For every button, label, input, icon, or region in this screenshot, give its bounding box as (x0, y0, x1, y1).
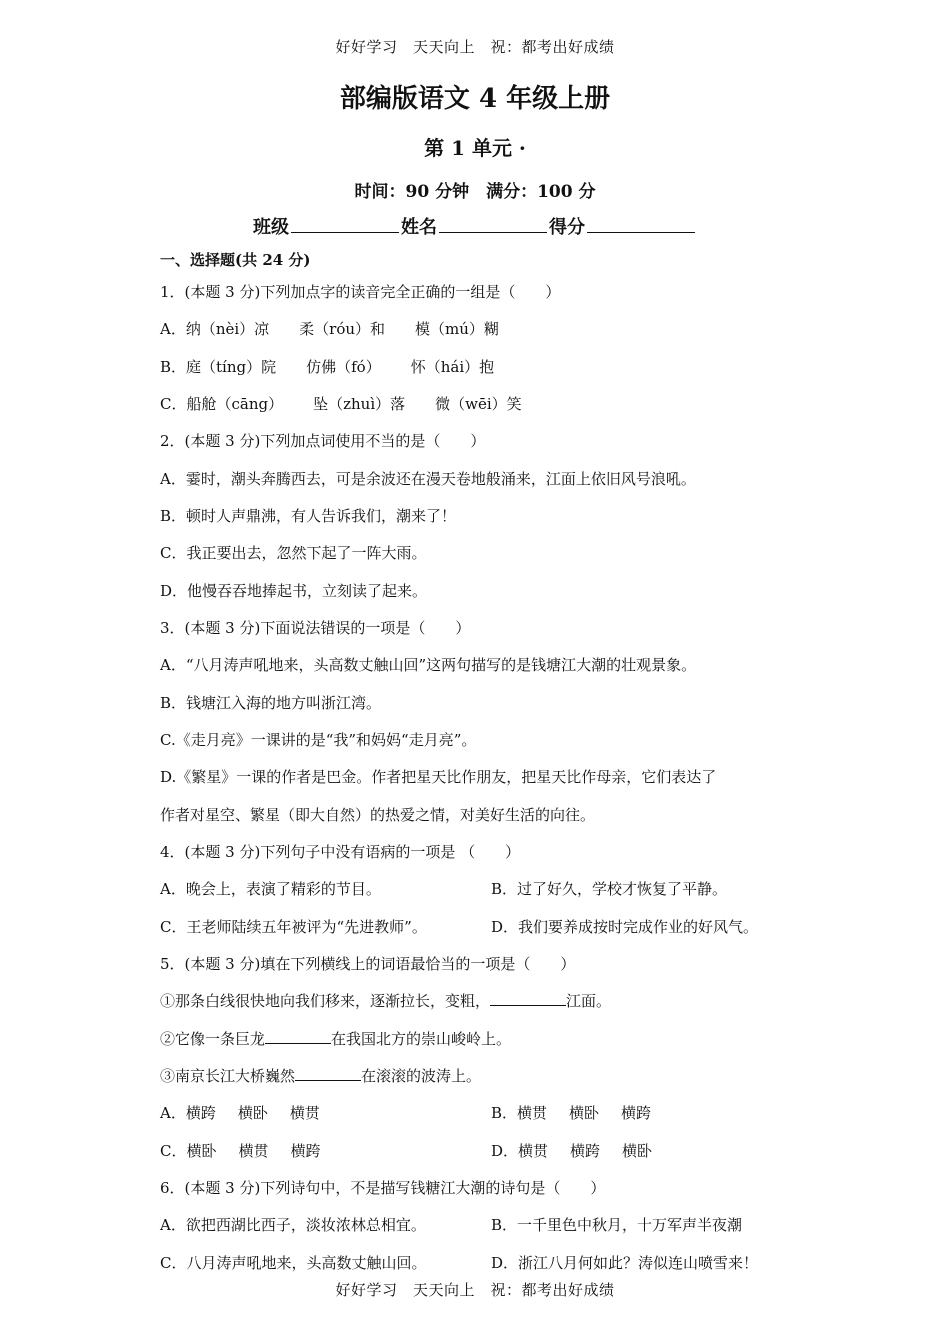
q5-s2-pre: ②它像一条巨龙 (160, 1030, 266, 1048)
q1-option-a (160, 318, 499, 339)
q5-sentence-2 (160, 1028, 511, 1049)
q5-option-b (491, 1102, 651, 1123)
q4-option-a: A．晚会上，表演了精彩的节目。 (160, 880, 381, 898)
q3-option-c: C.《走月亮》一课讲的是“我”和妈妈“走月亮”。 (160, 731, 477, 749)
q4-stem: 4．(本题 3 分)下列句子中没有语病的一项是 （ ） (160, 843, 521, 861)
section-heading: 一、选择题(共 24 分) (160, 251, 311, 269)
q1-c-3: 微（wēi）笑 (435, 395, 522, 413)
q2-option-a: A．霎时，潮头奔腾西去，可是余波还在漫天卷地般涌来，江面上依旧风号浪吼。 (160, 470, 696, 488)
page-footer: 好好学习 天天向上 祝：都考出好成绩 (335, 1281, 615, 1299)
q5-s3-pre: ③南京长江大桥巍然 (160, 1067, 296, 1085)
time-score-info: 时间：90 分钟 满分：100 分 (354, 182, 596, 202)
q5-blank-2[interactable] (265, 1029, 331, 1044)
q5-c-1: C．横卧 (160, 1142, 217, 1160)
q5-d-1: D．横贯 (491, 1142, 549, 1160)
q5-blank-3[interactable] (295, 1066, 361, 1081)
q4-option-c: C．王老师陆续五年被评为“先进教师”。 (160, 918, 427, 936)
q3-option-a: A．“八月涛声吼地来，头高数丈触山回”这两句描写的是钱塘江大潮的壮观景象。 (160, 656, 697, 674)
q5-s3-post: 在滚滚的波涛上。 (361, 1067, 482, 1085)
q2-option-c: C．我正要出去，忽然下起了一阵大雨。 (160, 544, 427, 562)
q5-sentence-1 (160, 990, 611, 1011)
q1-b-2: 仿佛（fó） (306, 358, 381, 376)
q5-b-3: 横跨 (621, 1104, 652, 1122)
q3-option-d-line1: D.《繁星》一课的作者是巴金。作者把星天比作朋友，把星天比作母亲，它们表达了 (160, 768, 717, 786)
q5-b-1: B．横贯 (491, 1104, 548, 1122)
page-header: 好好学习 天天向上 祝：都考出好成绩 (335, 38, 615, 56)
q1-option-b (160, 356, 494, 377)
q1-a-3: 模（mú）糊 (415, 320, 499, 338)
score-blank[interactable] (587, 214, 695, 233)
q1-option-c (160, 393, 522, 414)
q3-option-d-line2: 作者对星空、繁星（即大自然）的热爱之情，对美好生活的向往。 (160, 806, 596, 824)
class-label: 班级 (253, 217, 289, 238)
q5-option-a (160, 1102, 320, 1123)
q2-stem: 2．(本题 3 分)下列加点词使用不当的是（ ） (160, 432, 486, 450)
q1-a-2: 柔（róu）和 (299, 320, 386, 338)
q5-s1-pre: ①那条白线很快地向我们移来，逐渐拉长，变粗， (160, 992, 491, 1010)
q5-c-2: 横贯 (238, 1142, 269, 1160)
name-blank[interactable] (439, 214, 547, 233)
q1-b-3: 怀（hái）抱 (410, 358, 495, 376)
q5-option-d (491, 1140, 652, 1161)
q5-stem: 5．(本题 3 分)填在下列横线上的词语最恰当的一项是（ ） (160, 955, 576, 973)
q1-stem: 1．(本题 3 分)下列加点字的读音完全正确的一组是（ ） (160, 283, 561, 301)
page-title: 部编版语文 4 年级上册 (339, 84, 611, 114)
student-info-line (0, 213, 950, 239)
q5-a-1: A．横跨 (160, 1104, 216, 1122)
score-label: 得分 (549, 217, 585, 238)
class-blank[interactable] (291, 214, 399, 233)
q6-option-d: D．浙江八月何如此？涛似连山喷雪来！ (491, 1254, 759, 1272)
q6-option-a: A．欲把西湖比西子，淡妆浓林总相宜。 (160, 1216, 426, 1234)
q4-option-b: B．过了好久，学校才恢复了平静。 (491, 880, 728, 898)
q5-a-3: 横贯 (289, 1104, 320, 1122)
q5-s2-post: 在我国北方的崇山峻岭上。 (331, 1030, 512, 1048)
q5-b-2: 横卧 (569, 1104, 600, 1122)
q5-a-2: 横卧 (237, 1104, 268, 1122)
q6-option-c: C．八月涛声吼地来，头高数丈触山回。 (160, 1254, 427, 1272)
q5-blank-1[interactable] (490, 991, 566, 1006)
q5-c-3: 横跨 (290, 1142, 321, 1160)
q5-option-c (160, 1140, 321, 1161)
q1-c-2: 坠（zhuì）落 (313, 395, 406, 413)
q5-d-2: 横跨 (570, 1142, 601, 1160)
q3-stem: 3．(本题 3 分)下面说法错误的一项是（ ） (160, 619, 471, 637)
q5-d-3: 横卧 (622, 1142, 653, 1160)
q1-a-1: A．纳（nèi）凉 (160, 320, 270, 338)
q1-b-1: B．庭（tíng）院 (160, 358, 277, 376)
unit-title: 第 1 单元 · (424, 136, 526, 160)
q5-s1-post: 江面。 (566, 992, 612, 1010)
name-label: 姓名 (401, 217, 437, 238)
q3-option-b: B．钱塘江入海的地方叫浙江湾。 (160, 694, 382, 712)
q6-stem: 6．(本题 3 分)下列诗句中，不是描写钱糖江大潮的诗句是（ ） (160, 1179, 606, 1197)
q2-option-b: B．顿时人声鼎沸，有人告诉我们，潮来了！ (160, 507, 457, 525)
q5-sentence-3 (160, 1065, 481, 1086)
q4-option-d: D．我们要养成按时完成作业的好风气。 (491, 918, 759, 936)
q1-c-1: C．船舱（cāng） (160, 395, 284, 413)
q2-option-d: D．他慢吞吞地捧起书，立刻读了起来。 (160, 582, 428, 600)
q6-option-b: B．一千里色中秋月，十万军声半夜潮 (491, 1216, 743, 1234)
